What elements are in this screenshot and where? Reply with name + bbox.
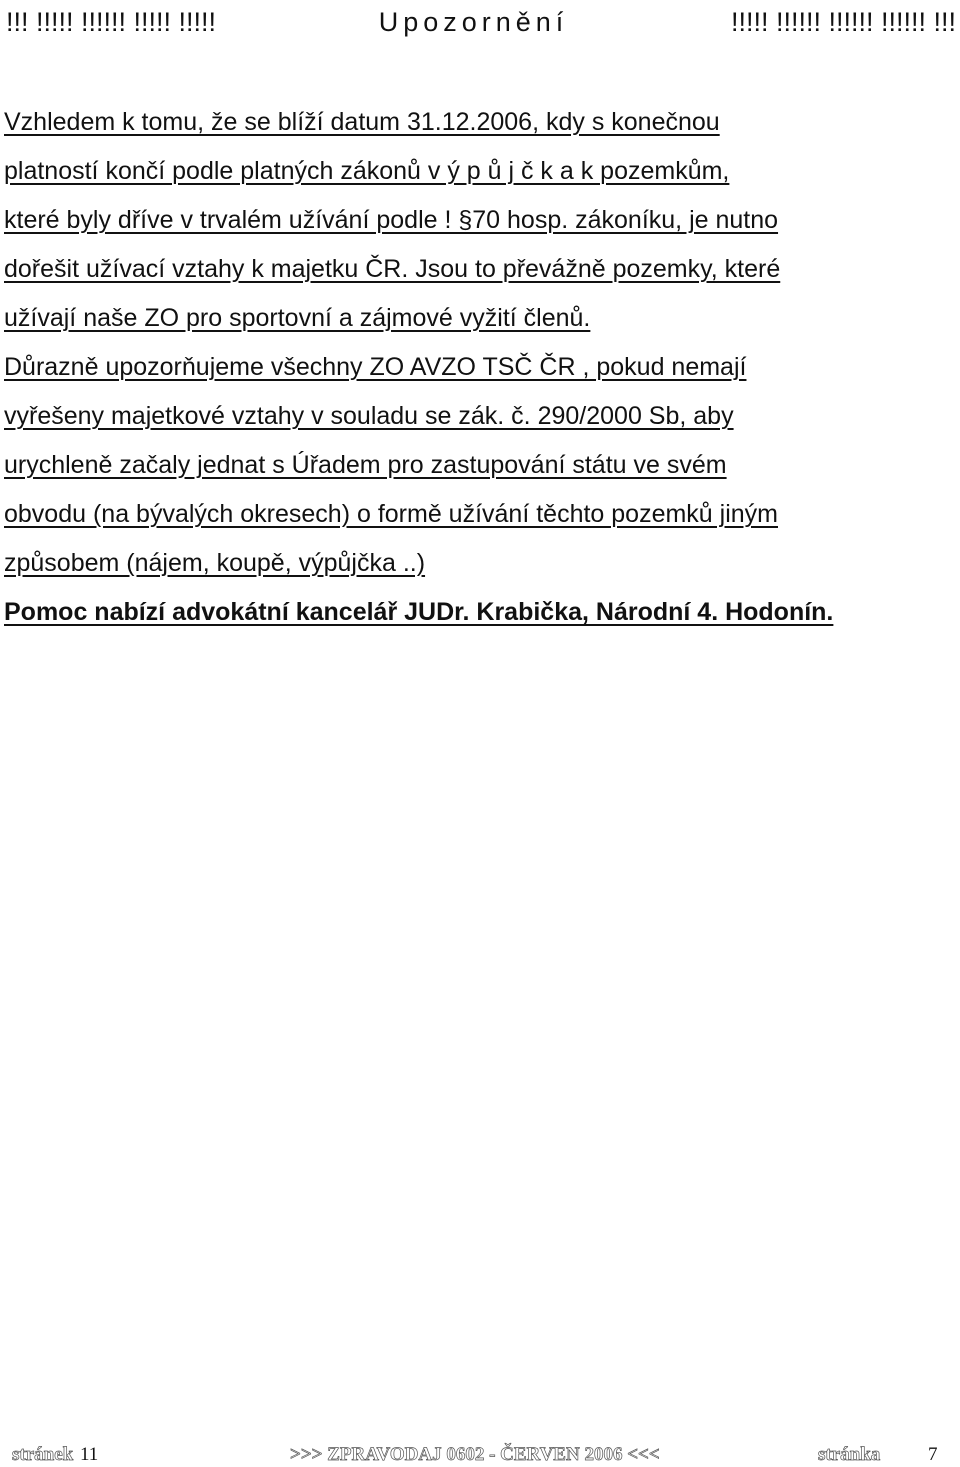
footer-pages-label: stránek: [12, 1444, 74, 1465]
banner-left-marks: !!! !!!!! !!!!!! !!!!! !!!!!: [6, 7, 217, 37]
notice-body: [4, 98, 956, 637]
notice-line-7: vyřešeny majetkové vztahy v souladu se zák. č. 290/2000 Sb, aby: [4, 402, 734, 430]
notice-line-3: které byly dříve v trvalém užívání podle ! §70 hosp. zákoníku, je nutno: [4, 206, 779, 234]
notice-line-1: Vzhledem k tomu, že se blíží datum 31.12.2006, kdy s konečnou: [4, 108, 720, 136]
footer-page-number: 7: [928, 1444, 938, 1465]
notice-line-5: užívají naše ZO pro sportovní a zájmové vyžití členů.: [4, 304, 591, 332]
notice-line-4: dořešit užívací vztahy k majetku ČR. Jsou to převážně pozemky, které: [4, 255, 781, 283]
banner-title: Upozornění: [378, 7, 569, 37]
notice-line-9: obvodu (na bývalých okresech) o formě užívání těchto pozemků jiným: [4, 500, 778, 528]
footer-page-label: stránka: [818, 1444, 881, 1465]
help-line: Pomoc nabízí advokátní kancelář JUDr. Krabička, Národní 4. Hodonín.: [4, 598, 834, 626]
footer-newsletter-title: >>> ZPRAVODAJ 0602 - ČERVEN 2006 <<<: [290, 1444, 660, 1465]
banner-right-marks: !!!!! !!!!!! !!!!!! !!!!!! !!!: [730, 7, 956, 37]
page-footer: [10, 1443, 940, 1467]
notice-line-8: urychleně začaly jednat s Úřadem pro zastupování státu ve svém: [4, 451, 727, 479]
notice-line-2: platností končí podle platných zákonů v ý p ů j č k a k pozemkům,: [4, 157, 730, 185]
footer-pages-count: 11: [80, 1444, 99, 1465]
notice-line-10: způsobem (nájem, koupě, výpůjčka ..): [4, 549, 426, 577]
warning-banner: [6, 2, 956, 42]
notice-line-6: Důrazně upozorňujeme všechny ZO AVZO TSČ ČR , pokud nemají: [4, 353, 747, 381]
